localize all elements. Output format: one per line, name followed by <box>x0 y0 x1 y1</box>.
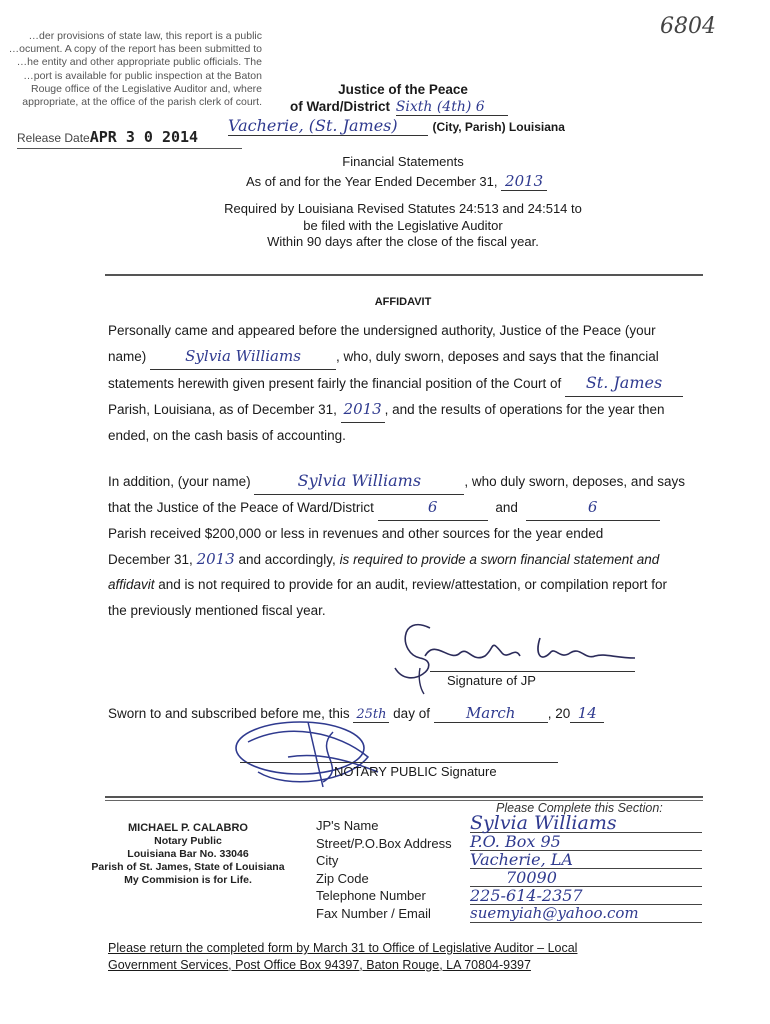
document-number: 6804 <box>660 14 716 39</box>
return-line: Please return the completed form by March 31 to Office of Legislative Auditor – Local <box>108 941 578 955</box>
text-line: the previously mentioned fiscal year. <box>108 602 326 618</box>
section-divider <box>105 796 703 798</box>
text: , and the results of operations for the year then <box>384 401 665 417</box>
financial-statements-title: Financial Statements <box>342 154 464 169</box>
page-title: Justice of the Peace <box>338 82 468 97</box>
fiscal-year-value: 2013 <box>501 172 547 191</box>
jp-signature-line <box>430 671 635 672</box>
notary-stamp-line: Parish of St. James, State of Louisiana <box>91 861 285 873</box>
return-line: Government Services, Post Office Box 94397, Baton Rouge, LA 70804-9397 <box>108 957 531 972</box>
contact-instruction: Please Complete this Section: <box>496 801 663 815</box>
notary-signature-label: NOTARY PUBLIC Signature <box>334 764 497 779</box>
text: In addition, (your name) <box>108 474 251 489</box>
fiscal-year-label: As of and for the Year Ended December 31, <box>246 174 498 189</box>
affidavit-title: AFFIDAVIT <box>374 296 432 308</box>
statute-line: Required by Louisiana Revised Statutes 24:513 and 24:514 to <box>224 201 582 216</box>
text: statements herewith given present fairly the financial position of the Court of <box>108 376 562 391</box>
zip-label: Zip Code <box>316 870 369 886</box>
notary-stamp-line: Louisiana Bar No. 33046 <box>127 848 249 860</box>
zip-value: 70090 <box>470 869 702 887</box>
jp-name-label: JP's Name <box>316 818 379 833</box>
telephone-label: Telephone Number <box>316 888 426 903</box>
jp-name-field: Sylvia Williams <box>150 344 336 371</box>
text: is required to provide a sworn financial statement and <box>339 551 660 567</box>
year-field: 2013 <box>341 397 385 424</box>
text-line <box>108 344 702 371</box>
text: that the Justice of the Peace of Ward/District <box>108 499 374 515</box>
ward-district-label: of Ward/District <box>290 99 391 114</box>
text-line <box>108 495 702 522</box>
notice-line: …ocument. A copy of the report has been submitted to <box>8 43 262 56</box>
text: , who duly sworn, deposes, and says <box>464 474 685 489</box>
sworn-year-field: 14 <box>570 704 604 723</box>
ward-field: 6 <box>378 495 488 522</box>
notice-line: …port is available for public inspection at the Baton <box>23 69 262 82</box>
notary-signature <box>228 712 408 796</box>
jp-name-field-2: Sylvia Williams <box>254 468 464 495</box>
year-field-2: 2013 <box>196 549 235 568</box>
city-parish-suffix: (City, Parish) Louisiana <box>432 120 565 134</box>
return-instructions <box>108 940 577 973</box>
sworn-month-field: March <box>434 704 548 723</box>
text-line <box>108 572 702 598</box>
notary-signature-line <box>240 762 558 763</box>
text-line <box>108 547 702 573</box>
statute-line: be filed with the Legislative Auditor <box>303 218 503 233</box>
affidavit-paragraph-2 <box>108 468 702 623</box>
text: and <box>495 499 518 515</box>
text: name) <box>108 348 147 364</box>
statute-line: Within 90 days after the close of the fiscal year. <box>267 234 539 249</box>
city-parish-row <box>228 116 565 136</box>
text-line: ended, on the cash basis of accounting. <box>108 428 346 443</box>
notary-stamp-line: My Commision is for Life. <box>124 874 252 886</box>
notice-line: …der provisions of state law, this report is a public <box>28 30 262 42</box>
sworn-day-field: 25th <box>353 707 389 723</box>
text-line <box>108 397 702 424</box>
address-value: P.O. Box 95 <box>470 833 702 851</box>
affidavit-paragraph-1 <box>108 318 702 449</box>
notice-line: Rouge office of the Legislative Auditor and, where <box>31 82 262 95</box>
public-report-notice <box>0 30 262 109</box>
email-value: suemyiah@yahoo.com <box>470 905 702 923</box>
text: and is not required to provide for an audit, review/attestation, or compilation report for <box>154 577 668 592</box>
ward-district-value: Sixth (4th) 6 <box>396 99 508 116</box>
jp-name-value: Sylvia Williams <box>470 815 702 833</box>
court-parish-field: St. James <box>565 370 683 397</box>
telephone-value: 225-614-2357 <box>470 887 702 905</box>
notary-stamp-line: Notary Public <box>154 835 222 847</box>
city-value: Vacherie, LA <box>470 851 702 869</box>
notary-stamp <box>88 822 288 887</box>
text-line: Parish received $200,000 or less in revenues and other sources for the year ended <box>108 526 604 541</box>
notary-stamp-line: MICHAEL P. CALABRO <box>128 822 248 834</box>
notice-line: …he entity and other appropriate public officials. The <box>16 56 262 69</box>
text: December 31, <box>108 551 193 567</box>
text: day of <box>393 706 430 721</box>
jp-signature-label: Signature of JP <box>447 673 536 688</box>
text: , who, duly sworn, deposes and says that the financial <box>336 348 659 364</box>
ward-district-row <box>290 99 508 116</box>
text-line <box>108 370 702 397</box>
release-date-stamp: APR 3 0 2014 <box>89 128 199 146</box>
text-line <box>108 468 702 495</box>
text: Parish, Louisiana, as of December 31, <box>108 401 337 417</box>
text: , 20 <box>547 706 571 721</box>
text: and accordingly, <box>234 551 340 567</box>
city-parish-value: Vacherie, (St. James) <box>228 116 428 136</box>
fiscal-year-row <box>246 172 547 191</box>
city-label: City <box>316 853 339 868</box>
district-field: 6 <box>526 495 660 522</box>
text-line: Personally came and appeared before the undersigned authority, Justice of the Peace (your <box>108 323 656 338</box>
fax-email-label: Fax Number / Email <box>316 905 431 921</box>
text: affidavit <box>108 577 155 592</box>
address-label: Street/P.O.Box Address <box>316 835 452 851</box>
contact-labels <box>316 817 452 922</box>
release-date-label: Release Date <box>17 131 90 145</box>
notice-line: appropriate, at the office of the parish clerk of court. <box>22 96 262 109</box>
text: Sworn to and subscribed before me, this <box>108 706 350 721</box>
section-divider <box>105 274 703 276</box>
release-date-row <box>17 128 242 149</box>
